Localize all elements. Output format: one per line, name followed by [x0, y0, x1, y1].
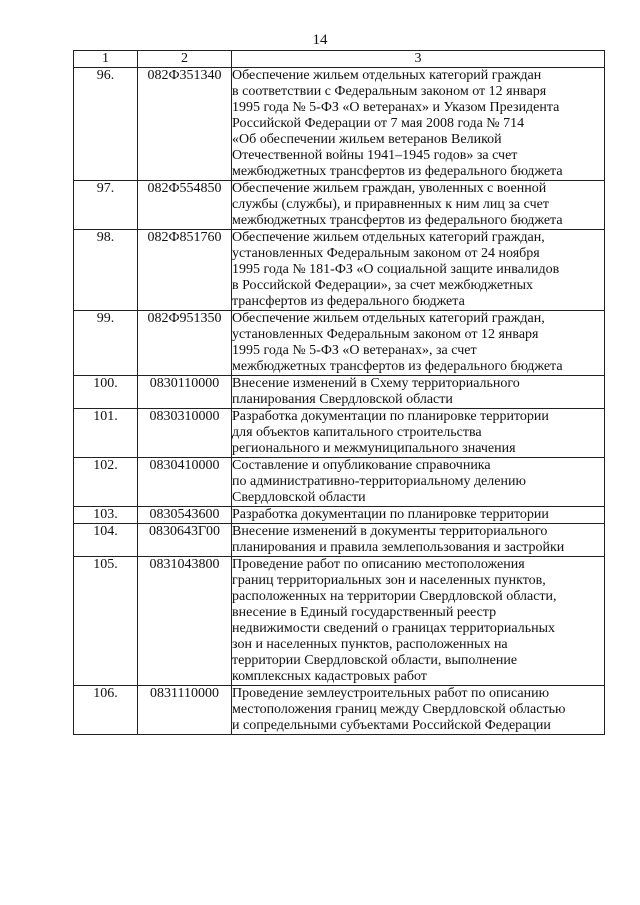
description-line: межбюджетных трансфертов из федерального бюджета — [232, 164, 563, 179]
description-line: Проведение работ по описанию местоположения — [232, 557, 525, 572]
description-line: в соответствии с Федеральным законом от 12 января — [232, 84, 547, 99]
description-line: Проведение землеустроительных работ по описанию — [232, 686, 550, 701]
row-description — [232, 686, 605, 735]
row-number: 98. — [74, 230, 138, 311]
row-number: 106. — [74, 686, 138, 735]
table-row — [74, 557, 605, 686]
description-line: территории Свердловской области, выполнение — [232, 653, 518, 668]
row-description — [232, 409, 605, 458]
budget-code: 0830410000 — [138, 458, 232, 507]
table-row — [74, 458, 605, 507]
description-line: расположенных на территории Свердловской области, — [232, 589, 557, 604]
row-number: 100. — [74, 376, 138, 409]
table-row — [74, 524, 605, 557]
description-line: Обеспечение жильем отдельных категорий граждан, — [232, 311, 545, 326]
description-line: Составление и опубликование справочника — [232, 458, 491, 473]
table-row — [74, 409, 605, 458]
description-line: установленных Федеральным законом от 12 января — [232, 327, 539, 342]
description-line: Разработка документации по планировке территории — [232, 409, 549, 424]
description-line: в Российской Федерации», за счет межбюджетных — [232, 278, 534, 293]
budget-code: 0831043800 — [138, 557, 232, 686]
row-number: 101. — [74, 409, 138, 458]
page-number: 14 — [312, 32, 328, 48]
description-line: для объектов капитального строительства — [232, 425, 482, 440]
table-row — [74, 686, 605, 735]
description-line: Отечественной войны 1941–1945 годов» за счет — [232, 148, 518, 163]
column-header-code: 2 — [138, 51, 232, 68]
row-description — [232, 181, 605, 230]
row-description — [232, 68, 605, 181]
description-line: Разработка документации по планировке территории — [232, 507, 549, 522]
budget-code: 082Ф851760 — [138, 230, 232, 311]
budget-code: 0830110000 — [138, 376, 232, 409]
table-row — [74, 507, 605, 524]
description-line: по административно-территориальному делению — [232, 474, 526, 489]
table-header-row — [74, 51, 605, 68]
row-description — [232, 458, 605, 507]
table-row — [74, 181, 605, 230]
table-row — [74, 68, 605, 181]
description-line: «Об обеспечении жильем ветеранов Великой — [232, 132, 502, 147]
description-line: трансфертов из федерального бюджета — [232, 294, 465, 309]
description-line: планирования и правила землепользования и застройки — [232, 540, 565, 555]
description-line: Внесение изменений в Схему территориального — [232, 376, 520, 391]
description-line: внесение в Единый государственный реестр — [232, 605, 497, 620]
budget-code: 082Ф554850 — [138, 181, 232, 230]
description-line: 1995 года № 5-ФЗ «О ветеранах» и Указом Президента — [232, 100, 560, 115]
description-line: регионального и межмуниципального значения — [232, 441, 516, 456]
budget-code: 0831110000 — [138, 686, 232, 735]
row-description — [232, 557, 605, 686]
description-line: межбюджетных трансфертов из федерального бюджета — [232, 359, 563, 374]
row-description — [232, 524, 605, 557]
description-line: службы (службы), и приравненных к ним лиц за счет — [232, 197, 549, 212]
budget-code-table — [73, 50, 605, 735]
table-row — [74, 230, 605, 311]
column-header-number: 1 — [74, 51, 138, 68]
column-header-description: 3 — [232, 51, 605, 68]
description-line: Обеспечение жильем отдельных категорий граждан — [232, 68, 542, 83]
description-line: Свердловской области — [232, 490, 366, 505]
budget-code: 0830643Г00 — [138, 524, 232, 557]
description-line: комплексных кадастровых работ — [232, 669, 427, 684]
description-line: Российской Федерации от 7 мая 2008 года № 714 — [232, 116, 525, 131]
description-line: Обеспечение жильем граждан, уволенных с военной — [232, 181, 547, 196]
description-line: установленных Федеральным законом от 24 ноября — [232, 246, 540, 261]
description-line: планирования Свердловской области — [232, 392, 453, 407]
budget-code: 0830543600 — [138, 507, 232, 524]
row-number: 99. — [74, 311, 138, 376]
row-description — [232, 230, 605, 311]
row-description — [232, 376, 605, 409]
description-line: Обеспечение жильем отдельных категорий граждан, — [232, 230, 545, 245]
description-line: 1995 года № 181-ФЗ «О социальной защите инвалидов — [232, 262, 560, 277]
description-line: межбюджетных трансфертов из федерального бюджета — [232, 213, 563, 228]
row-number: 96. — [74, 68, 138, 181]
budget-code: 082Ф351340 — [138, 68, 232, 181]
table-row — [74, 311, 605, 376]
row-number: 104. — [74, 524, 138, 557]
description-line: и сопредельными субъектами Российской Федерации — [232, 718, 551, 733]
budget-code: 0830310000 — [138, 409, 232, 458]
description-line: Внесение изменений в документы территориального — [232, 524, 548, 539]
description-line: зон и населенных пунктов, расположенных на — [232, 637, 508, 652]
description-line: недвижимости сведений о границах территориальных — [232, 621, 556, 636]
table-row — [74, 376, 605, 409]
row-description — [232, 311, 605, 376]
row-number: 102. — [74, 458, 138, 507]
row-number: 103. — [74, 507, 138, 524]
description-line: 1995 года № 5-ФЗ «О ветеранах», за счет — [232, 343, 477, 358]
row-number: 97. — [74, 181, 138, 230]
row-number: 105. — [74, 557, 138, 686]
budget-code: 082Ф951350 — [138, 311, 232, 376]
row-description — [232, 507, 605, 524]
description-line: местоположения границ между Свердловской областью — [232, 702, 566, 717]
description-line: границ территориальных зон и населенных пунктов, — [232, 573, 546, 588]
